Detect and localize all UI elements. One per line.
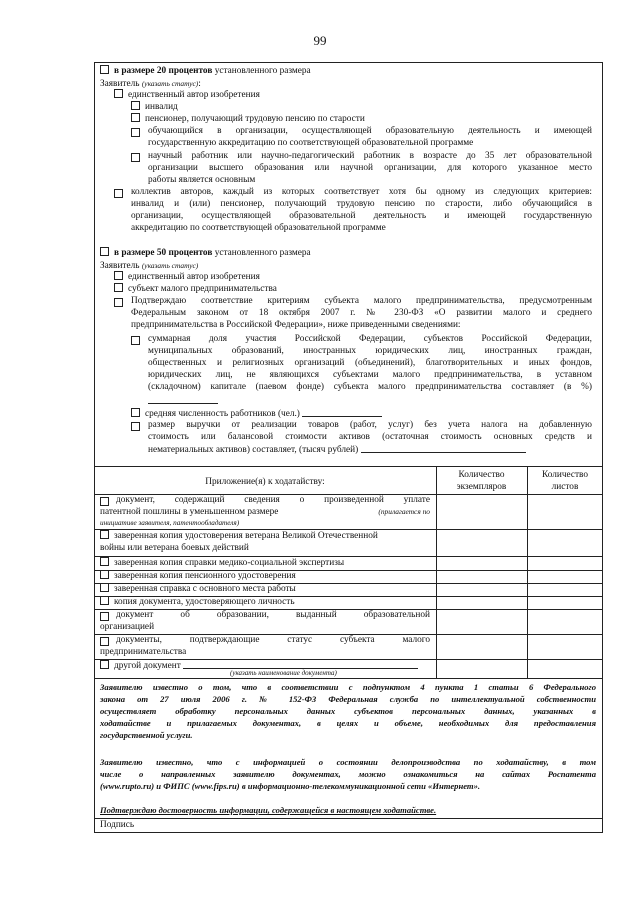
other-document-hint: (указать наименование документа) [230,669,337,677]
checkbox-att-sme-status[interactable] [100,637,109,646]
checkbox-confirm-criteria[interactable] [114,298,123,307]
checkbox-att-other[interactable] [100,660,109,669]
checkbox-att-medical[interactable] [100,557,109,566]
att-identity-document[interactable]: копия документа, удостоверяющего личность [100,596,295,609]
att-pension-certificate[interactable]: заверенная копия пенсионного удостоверения [100,570,296,583]
revenue-value-field[interactable] [361,443,526,453]
att-medical-expertise[interactable]: заверенная копия справки медико-социальной экспертизы [100,557,344,570]
att-fee-payment-line1: документ, содержащий сведения о произведенной уплате [116,495,430,505]
employees-option[interactable]: средняя численность работников (чел.) [131,407,382,421]
applicant-status-label: Заявитель (указать статус): [100,79,201,89]
notice-case-status-line1: Заявителю известно, что с информацией о состоянии делопроизводства по ходатайству, в том [100,757,596,767]
checkbox-employees[interactable] [131,408,140,417]
checkbox-sole-author[interactable] [114,89,123,98]
notice-case-status-line3: (www.rupto.ru) и ФИПС (www.fips.ru) в информационно-телекоммуникационной сети «Интернет». [100,781,481,791]
accuracy-confirmation: Подтверждаю достоверность информации, содержащейся в настоящем ходатайстве. [100,805,437,815]
status50-sole-author[interactable]: единственный автор изобретения [114,271,260,284]
checkbox-att-identity[interactable] [100,596,109,605]
status-scientist-line3: работы является основным [148,175,256,185]
att-fee-payment-note: инициативе заявителя, патентообладателя) [100,519,240,527]
checkbox-author-team[interactable] [114,189,123,198]
att-veteran-id[interactable]: заверенная копия удостоверения ветерана Великой Отечественной [100,530,378,543]
other-document-name-field[interactable] [183,659,418,669]
checkbox-capital-share[interactable] [131,336,140,345]
capital-share-line4: юридических лиц, не являющихся субъектами малого предпринимательства, в уставном [148,370,592,380]
checkbox-50-sole-author[interactable] [114,271,123,280]
revenue-line1: размер выручки от реализации товаров (работ, услуг) без учета налога на добавленную [148,420,592,430]
table-col-divider-1 [436,466,437,678]
sheets-count-header: Количество листов [541,470,589,492]
confirm-criteria-line2: Федеральным законом от 18 октября 2007 г. № 230-ФЗ «О развитии малого и среднего [131,308,592,318]
att-education-line1: документ об образовании, выданный образовательной [116,610,430,620]
notice-personal-data-line5: государственной услуги. [100,730,193,740]
applicant-status-label-50: Заявитель (указать статус) [100,261,199,271]
att-fee-payment-line2: патентной пошлины в уменьшенном размере (прилагается по [100,507,430,517]
capital-share-line1: суммарная доля участия Российской Федерации, субъектов Российской Федерации, [148,334,592,344]
notice-case-status-line2: числе о направленных заявителю документах, можно ознакомиться на сайтах Роспатента [100,769,596,779]
reduction-20-option[interactable]: в размере 20 процентов установленного размера [100,65,311,78]
checkbox-50-percent[interactable] [100,247,109,256]
status-student-line2: государственную аккредитацию по соответствующей образовательной программе [148,138,474,148]
status-student-line1: обучающийся в организации, осуществляющей образовательную деятельность и имеющей [148,126,592,136]
att-sme-status-line1: документы, подтверждающие статус субъекта малого [116,635,430,645]
attachments-header: Приложение(я) к ходатайству: [205,477,325,487]
notice-personal-data-line4: ходатайстве и прилагаемых документах, в целях и объеме, необходимых для предоставления [100,718,596,728]
att-sme-status-line2: предпринимательства [100,647,187,657]
notice-personal-data-line3: осуществляет обработку персональных данных субъектов персональных данных, указанных в [100,706,596,716]
confirm-criteria-line3: предпринимательства в Российской Федерации», ниже приведенными сведениями: [131,320,461,330]
checkbox-50-small-business[interactable] [114,283,123,292]
status-sole-author[interactable]: единственный автор изобретения [114,89,260,102]
checkbox-scientist[interactable] [131,153,140,162]
signature-label: Подпись [100,820,135,830]
checkbox-att-employment[interactable] [100,583,109,592]
checkbox-att-pension[interactable] [100,570,109,579]
status-invalid[interactable]: инвалид [131,101,178,114]
copies-count-header: Количество экземпляров [456,470,507,492]
capital-share-line3: общественных и религиозных организаций (объединений), благотворительных и иных фондов, [148,358,592,368]
capital-share-line5: (складочном) капитале (паевом фонде) субъекта малого предпринимательства составляет (в %) [148,382,592,392]
table-col-divider-2 [527,466,528,678]
checkbox-att-fee-payment[interactable] [100,497,109,506]
att-education-line2: организацией [100,622,155,632]
att-employment-certificate[interactable]: заверенная справка с основного места работы [100,583,296,596]
status-team-line2: инвалид и (или) пенсионер, получающий трудовую пенсию по старости, либо обучающийся в [131,199,592,209]
notice-personal-data-line2: закона от 27 июля 2006 г. № 152-ФЗ Федеральная служба по интеллектуальной собственности [100,694,596,704]
signature-rule [94,818,603,819]
status-team-line4: аккредитацию по соответствующей образовательной программе [131,223,386,233]
revenue-line2: стоимость или балансовой стоимости активов (остаточная стоимость основных средств и [148,432,592,442]
employees-value-field[interactable] [302,407,382,417]
status-team-line3: организации, осуществляющей образовательной деятельность и имеющей государственную [131,211,592,221]
att-other-document[interactable]: другой документ [100,659,418,673]
status50-small-business[interactable]: субъект малого предпринимательства [114,283,277,296]
status-scientist-line1: научный работник или научно-педагогический работник в возрасте до 35 лет образовательной [148,151,592,161]
confirm-criteria-line1: Подтверждаю соответствие критериям субъекта малого предпринимательства, предусмотренным [131,296,592,306]
reduction-50-option[interactable]: в размере 50 процентов установленного размера [100,247,311,260]
notice-personal-data-line1: Заявителю известно о том, что в соответствии с подпунктом 4 пункта 1 статьи 6 Федерального [100,682,596,692]
capital-share-value-field[interactable] [148,403,218,404]
checkbox-att-education[interactable] [100,612,109,621]
status-scientist-line2: организации высшего образования или научной организации, для которого указанное место [148,163,592,173]
status-pensioner[interactable]: пенсионер, получающий трудовую пенсию по старости [131,113,365,126]
checkbox-student[interactable] [131,128,140,137]
checkbox-20-percent[interactable] [100,65,109,74]
checkbox-pensioner[interactable] [131,113,140,122]
page-number: 99 [313,33,327,48]
checkbox-invalid[interactable] [131,101,140,110]
status-team-line1: коллектив авторов, каждый из которых соответствует хотя бы одному из следующих критериев: [131,187,592,197]
revenue-line3: нематериальных активов) составляет, (тысяч рублей) [148,443,526,457]
checkbox-att-veteran[interactable] [100,530,109,539]
checkbox-revenue[interactable] [131,422,140,431]
att-veteran-id-line2: войны или ветерана боевых действий [100,543,249,553]
table-bottom-rule [94,678,603,679]
capital-share-line2: муниципальных образований, иностранных юридических лиц, иностранных граждан, [148,346,592,356]
